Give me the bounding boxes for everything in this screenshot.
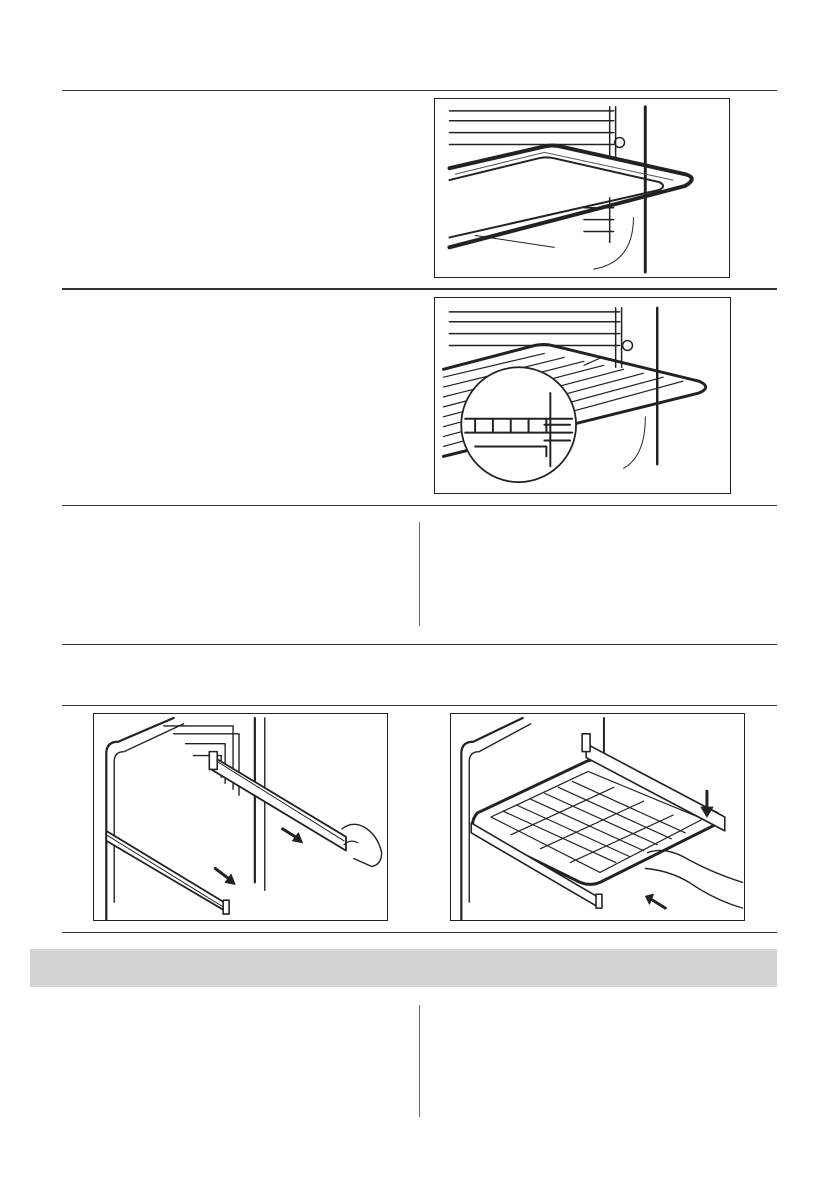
telescopic-runners-pull-out-illustration [93,713,388,921]
oven-deep-tray-illustration [434,98,730,278]
column-divider-1 [419,522,420,626]
section-rule-6 [62,932,777,933]
section-rule-5 [62,705,777,706]
section-rule-4 [62,644,777,645]
section-rule-3 [62,505,777,506]
oven-wire-shelf-illustration [434,297,731,494]
wire-shelf-on-runners-illustration [450,713,745,921]
section-rule-1 [62,90,777,91]
section-rule-2 [62,288,777,290]
section-header-band [30,949,777,987]
column-divider-2 [419,1005,420,1117]
